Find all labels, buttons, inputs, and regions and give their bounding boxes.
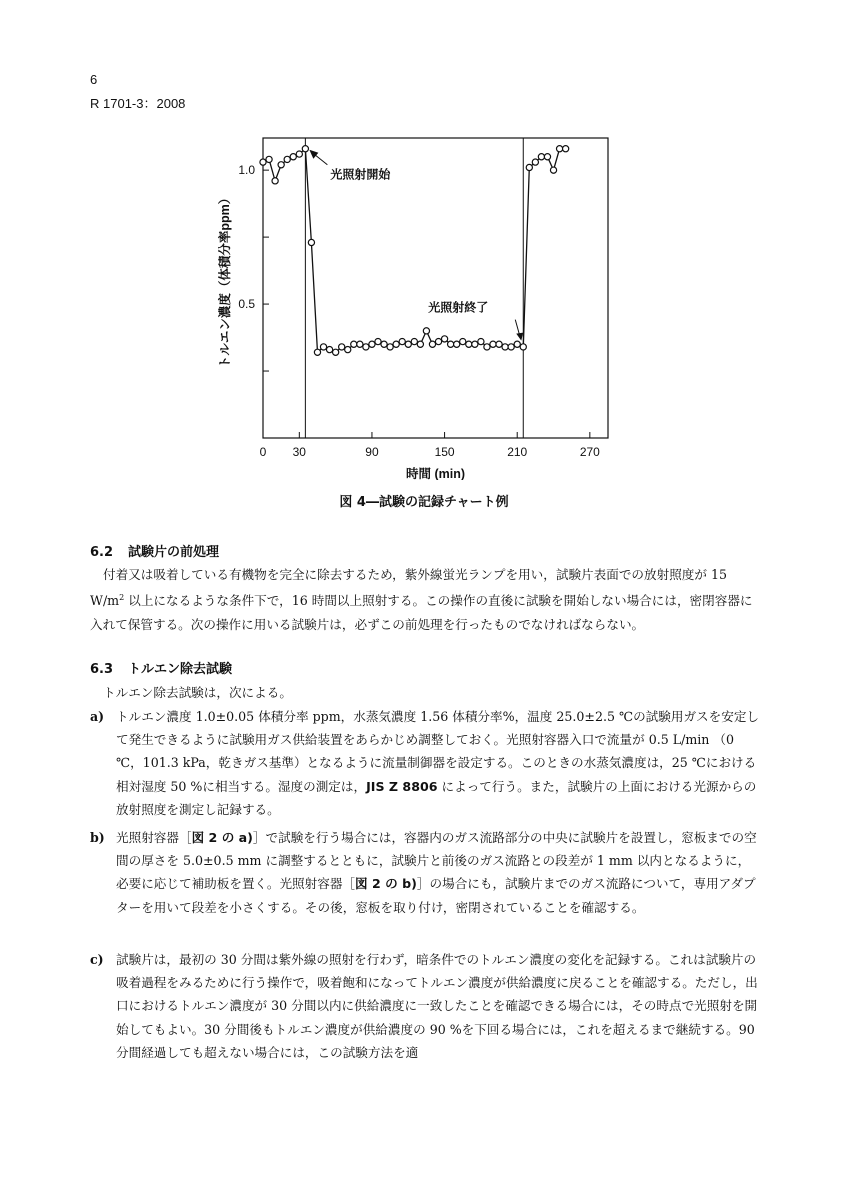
data-point <box>526 164 532 170</box>
data-point <box>333 349 339 355</box>
series-line <box>263 149 566 353</box>
arrowhead <box>309 150 318 159</box>
data-point <box>266 156 272 162</box>
data-point <box>520 344 526 350</box>
annotation-label: 光照射開始 <box>330 167 391 182</box>
section-number: 6.3 <box>90 662 114 677</box>
data-point <box>538 154 544 160</box>
item-marker: b) <box>90 830 105 845</box>
data-point <box>472 341 478 347</box>
item-text: ］の場合にも，試験片までのガス流路について，専用アダプターを用いて段差を小さくする。その後，窓板を取り付け，密閉されていることを確認する。 <box>116 876 756 915</box>
data-point <box>502 344 508 350</box>
toluene-concentration-chart <box>195 130 635 480</box>
item-text: ］で試験を行う場合には，容器内のガス流路部分の中央に試験片を設置し，窓板までの空間の厚さを 5.0±0.5 mm に調整するとともに，試験片と前後のガス流路との段差が 1 mm 以内となるように，必要に応じて補助板を置く。光照射容器［ <box>116 830 757 892</box>
section-title: 試験片の前処理 <box>128 545 220 560</box>
data-point <box>429 341 435 347</box>
data-point <box>490 341 496 347</box>
data-point <box>351 341 357 347</box>
annotation-label: 光照射終了 <box>428 300 489 315</box>
data-point <box>290 154 296 160</box>
page-number: 6 <box>90 72 98 87</box>
section-6-2-heading <box>90 541 219 560</box>
data-point <box>550 167 556 173</box>
item-text: 試験片は，最初の 30 分間は紫外線の照射を行わず，暗条件でのトルエン濃度の変化を記録する。これは試験片の吸着過程をみるために行う操作で，吸着飽和になってトルエン濃度が供給濃度に戻ることを確認する。ただし，出口におけるトルエン濃度が 30 分間以内に供給濃度に一致したことを確認できる場合には，その時点で光照射を開始してもよい。30 分間後もトルエン濃度が供給濃度の 90 %を下回る場合には，これを超えるまで継続する。90 分間経過しても超えない場合には，この試験方法を適 <box>116 952 758 1060</box>
data-point <box>556 146 562 152</box>
data-point <box>363 344 369 350</box>
section-title: トルエン除去試験 <box>128 662 233 677</box>
y-tick-label: 0.5 <box>238 297 255 312</box>
data-point <box>496 341 502 347</box>
data-point <box>563 146 569 152</box>
paragraph-text: 付着又は吸着している有機物を完全に除去するため，紫外線蛍光ランプを用い，試験片表面での放射照度が 15 W/m <box>90 567 728 609</box>
data-point <box>296 151 302 157</box>
item-marker: c) <box>90 952 104 967</box>
item-text: によって行う。また，試験片の上面における光源からの放射照度を測定し記録する。 <box>116 778 757 817</box>
data-point <box>460 338 466 344</box>
data-point <box>544 154 550 160</box>
data-point <box>466 341 472 347</box>
data-point <box>326 347 332 353</box>
data-point <box>399 338 405 344</box>
item-marker: a) <box>90 709 105 724</box>
superscript: 2 <box>119 593 125 603</box>
data-point <box>339 344 345 350</box>
item-body <box>116 705 760 821</box>
item-text: 光照射容器［ <box>116 830 192 845</box>
data-point <box>260 159 266 165</box>
arrowhead <box>516 333 523 341</box>
data-point <box>454 341 460 347</box>
x-tick-label: 210 <box>507 445 528 459</box>
paragraph-text: 以上になるような条件下で，16 時間以上照射する。この操作の直後に試験を開始しない場合には，密閉容器に入れて保管する。次の操作に用いる試験片は，必ずこの前処理を行ったものでなければならない。 <box>90 593 753 632</box>
y-tick-label: 1.0 <box>238 163 255 178</box>
figure-reference: 図 2 の a) <box>191 830 253 845</box>
y-axis-label: トルエン濃度（体積分率ppm） <box>218 191 232 369</box>
data-point <box>302 146 308 152</box>
data-point <box>375 338 381 344</box>
list-item-a <box>90 705 760 821</box>
section-6-2-paragraph <box>90 563 760 636</box>
figure-caption: 図 4―試験の記録チャート例 <box>339 495 509 510</box>
data-point <box>308 239 314 245</box>
section-number: 6.2 <box>90 545 114 560</box>
item-body <box>116 826 760 919</box>
data-point <box>369 341 375 347</box>
item-body <box>116 948 760 1064</box>
section-6-3-heading <box>90 658 232 677</box>
data-point <box>484 344 490 350</box>
data-point <box>411 338 417 344</box>
x-tick-label: 0 <box>259 445 267 459</box>
data-point <box>417 341 423 347</box>
x-tick-label: 150 <box>434 445 455 459</box>
document-id: R 1701-3：2008 <box>90 96 186 111</box>
standard-reference: JIS Z 8806 <box>366 778 438 794</box>
data-point <box>508 344 514 350</box>
data-point <box>514 341 520 347</box>
list-item-c <box>90 948 760 1064</box>
section-6-3-intro: トルエン除去試験は，次による。 <box>103 685 292 700</box>
data-point <box>405 341 411 347</box>
x-tick-label: 270 <box>579 445 600 459</box>
x-tick-label: 30 <box>292 445 306 459</box>
data-point <box>393 341 399 347</box>
plot-frame <box>263 138 608 438</box>
data-point <box>320 344 326 350</box>
figure-reference: 図 2 の b) <box>355 876 417 892</box>
data-point <box>357 341 363 347</box>
data-point <box>532 159 538 165</box>
item-text: トルエン濃度 1.0±0.05 体積分率 ppm，水蒸気濃度 1.56 体積分率%，温度 25.0±2.5 ℃の試験用ガスを安定して発生できるように試験用ガス供給装置をあらかじめ調整しておく。光照射容器入口で流量が 0.5 L/min （0 ℃，101.3 kPa，乾きガス基準）となるように流量制御器を設定する。このときの水蒸気濃度は，25 ℃における相対湿度 50 %に相当する。湿度の測定は， <box>116 709 760 794</box>
data-point <box>441 336 447 342</box>
data-point <box>272 178 278 184</box>
x-tick-label: 90 <box>365 445 379 459</box>
data-point <box>314 349 320 355</box>
data-point <box>278 162 284 168</box>
data-point <box>284 156 290 162</box>
data-point <box>387 344 393 350</box>
list-item-b <box>90 826 760 919</box>
data-point <box>381 341 387 347</box>
data-point <box>345 347 351 353</box>
data-point <box>448 341 454 347</box>
data-point <box>478 338 484 344</box>
data-point <box>423 328 429 334</box>
data-point <box>435 338 441 344</box>
x-axis-label: 時間 (min) <box>405 467 466 480</box>
